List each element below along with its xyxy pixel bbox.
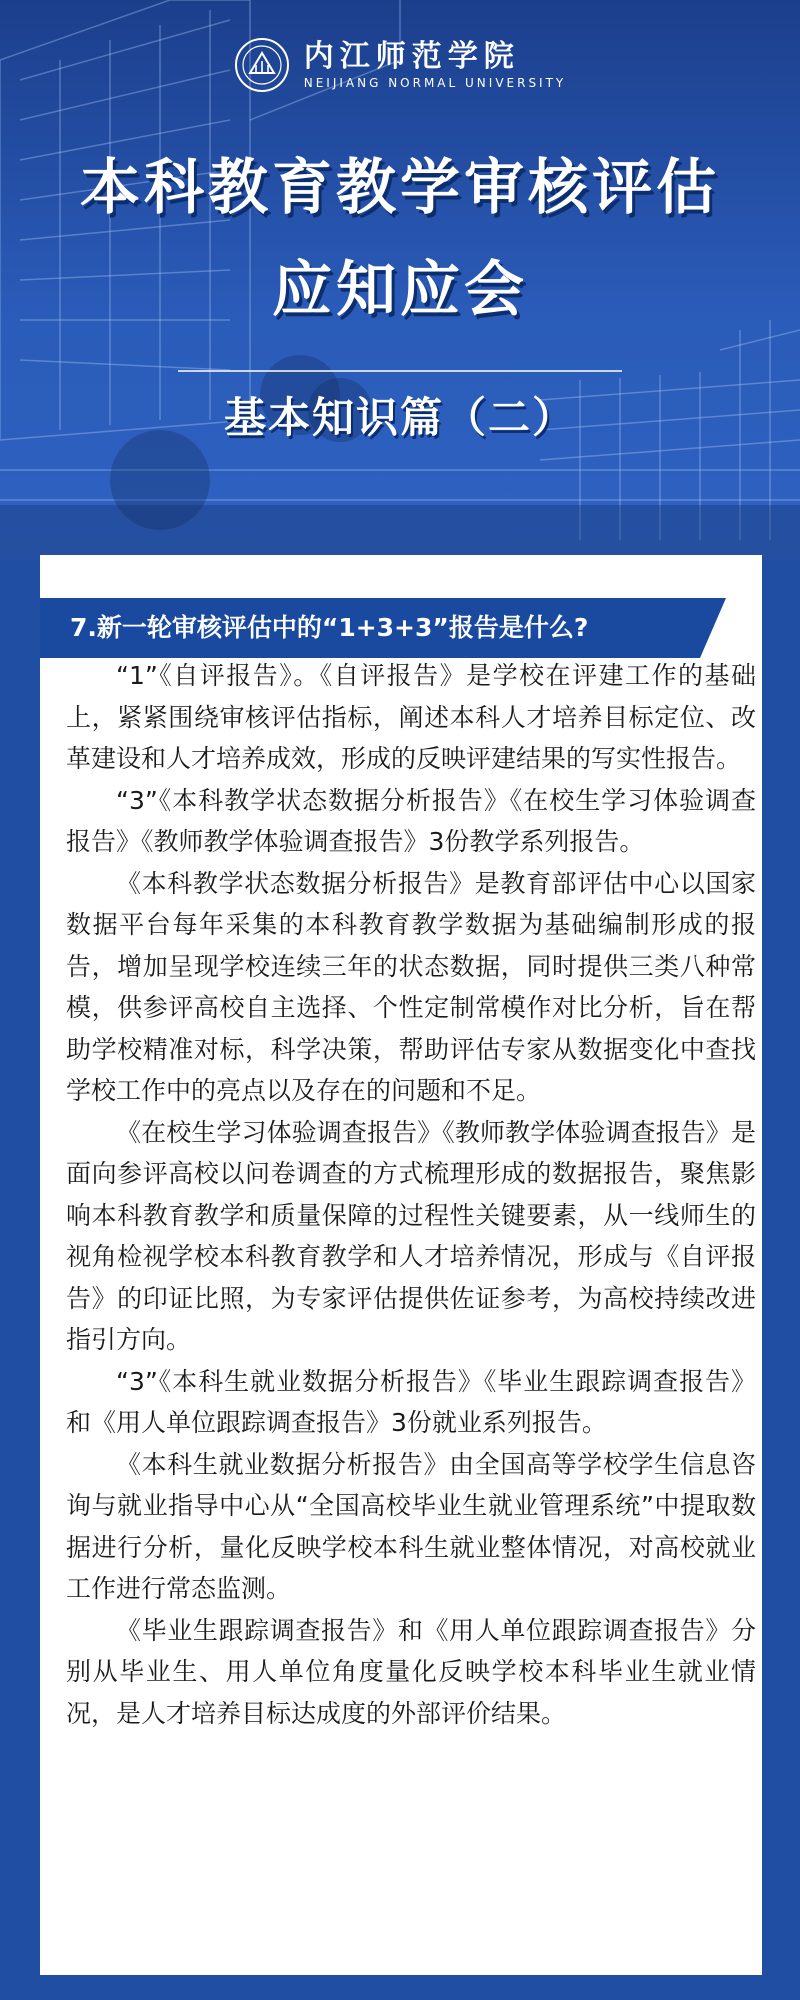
page-title-line1: 本科教育教学审核评估 [80,153,720,223]
page-title-line2: 应知应会 [272,255,528,325]
paragraph-status-data-report: 《本科教学状态数据分析报告》是教育部评估中心以国家数据平台每年采集的本科教育教学数据为基础编制形成的报告，增加呈现学校连续三年的状态数据，同时提供三类八种常模，供参评高校自主选择、个性定制常模作对比分析，旨在帮助学校精准对标，科学决策，帮助评估专家从数据变化中查找学校工作中的亮点以及存在的问题和不足。 [66,868,756,1105]
paragraph-teaching-reports: “3”《本科教学状态数据分析报告》《在校生学习体验调查报告》《教师教学体验调查报告》3份教学系列报告。 [66,785,756,856]
page-subtitle: 基本知识篇（二） [223,393,576,442]
university-name-english: NEIJIANG NORMAL UNIVERSITY [303,76,567,90]
university-logo [0,30,800,100]
header-banner [0,0,800,560]
university-seal-icon [234,37,290,93]
paragraph-experience-survey-reports: 《在校生学习体验调查报告》《教师教学体验调查报告》是面向参评高校以问卷调查的方式梳理形成的数据报告，聚焦影响本科教育教学和质量保障的过程性关键要素，从一线师生的视角检视学校本科教育教学和人才培养情况，形成与《自评报告》的印证比照，为专家评估提供佐证参考，为高校持续改进指引方向。 [66,1117,756,1354]
university-name-chinese: 内江师范学院 [303,39,520,74]
question-banner [40,598,726,658]
subtitle-divider [178,370,622,372]
paragraph-employment-reports: “3”《本科生就业数据分析报告》《毕业生跟踪调查报告》和《用人单位跟踪调查报告》3份就业系列报告。 [66,1366,756,1437]
question-heading: 7.新一轮审核评估中的“1+3+3”报告是什么? [70,613,589,642]
paragraph-self-evaluation: “1”《自评报告》。《自评报告》是学校在评建工作的基础上，紧紧围绕审核评估指标，阐述本科人才培养目标定位、改革建设和人才培养成效，形成的反映评建结果的写实性报告。 [66,661,756,773]
paragraph-employment-data-report: 《本科生就业数据分析报告》由全国高等学校学生信息咨询与就业指导中心从“全国高校毕业生就业管理系统”中提取数据进行分析，量化反映学校本科生就业整体情况，对高校就业工作进行常态监测。 [66,1449,756,1603]
paragraph-tracking-reports: 《毕业生跟踪调查报告》和《用人单位跟踪调查报告》分别从毕业生、用人单位角度量化反映学校本科毕业生就业情况，是人才培养目标达成度的外部评价结果。 [66,1615,756,1728]
article-body [66,655,756,1734]
